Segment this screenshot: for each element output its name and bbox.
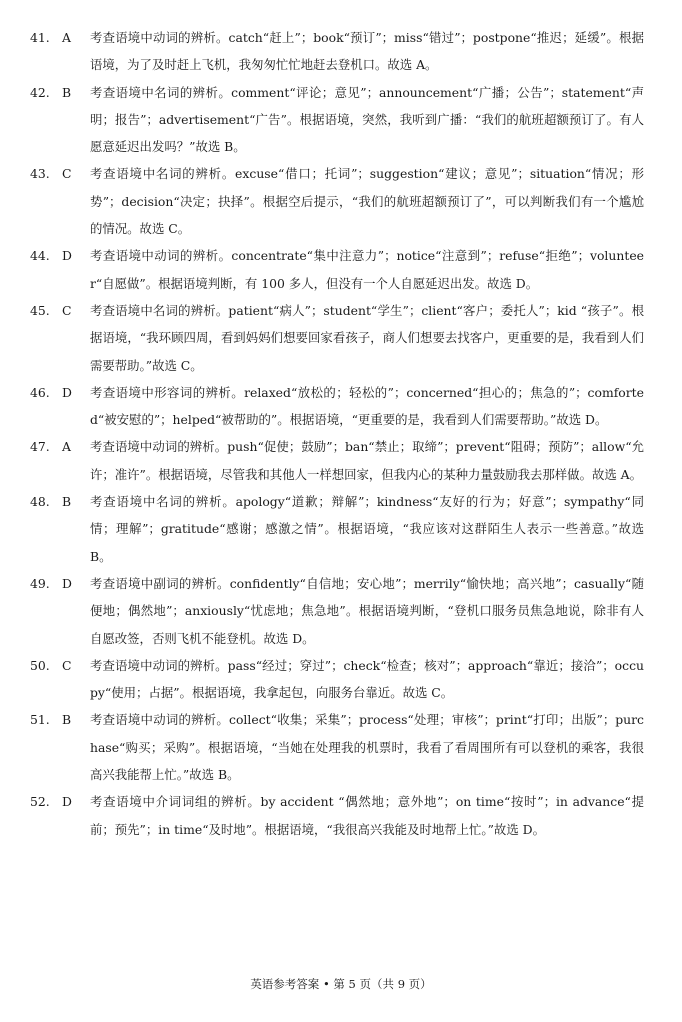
explanation-text: 考查语境中名词的辨析。comment“评论；意见”；announcement“广播；公告”；statement“声明；报告”；advertisement“广告”。根据语境，突然，我听到广播：“我们的航班超额预订了。有人愿意延迟出发吗？”故选 B。: [90, 84, 644, 155]
answer-letter: D: [62, 575, 72, 591]
question-number: 46.: [30, 384, 50, 400]
answer-letter: B: [62, 84, 72, 100]
page-footer: 英语参考答案 • 第 5 页（共 9 页）: [250, 977, 432, 991]
answer-entry: [20, 652, 644, 707]
explanation-text: 考查语境中形容词的辨析。relaxed“放松的；轻松的”；concerned“担心的；焦急的”；comforted“被安慰的”；helped“被帮助的”。根据语境，“更重要的是，我看到人们需要帮助。”故选 D。: [90, 384, 644, 428]
question-number: 42.: [30, 84, 50, 100]
question-number: 51.: [30, 712, 50, 728]
question-number: 48.: [30, 494, 50, 510]
question-number: 50.: [30, 657, 50, 673]
answer-letter: C: [62, 166, 72, 182]
answer-entry: [20, 160, 644, 242]
explanation-text: 考查语境中副词的辨析。confidently“自信地；安心地”；merrily“愉快地；高兴地”；casually“随便地；偶然地”；anxiously“忧虑地；焦急地”。根据语境判断，“登机口服务员焦急地说，除非有人自愿改签，否则飞机不能登机。故选 D。: [90, 575, 644, 646]
answer-entry: [20, 433, 644, 488]
question-number: 52.: [30, 794, 50, 810]
answer-letter: D: [62, 248, 72, 264]
answer-list: [20, 24, 644, 843]
explanation-text: 考查语境中动词的辨析。pass“经过；穿过”；check“检查；核对”；approach“靠近；接洽”；occupy“使用；占据”。根据语境，我拿起包，向服务台靠近。故选 C。: [90, 657, 644, 701]
answer-letter: B: [62, 712, 72, 728]
explanation-text: 考查语境中动词的辨析。catch“赶上”；book“预订”；miss“错过”；postpone“推迟；延缓”。根据语境，为了及时赶上飞机，我匆匆忙忙地赶去登机口。故选 A。: [90, 30, 644, 73]
answer-entry: [20, 24, 644, 79]
explanation-text: 考查语境中名词的辨析。apology“道歉；辩解”；kindness“友好的行为；好意”；sympathy“同情；理解”；gratitude“感谢；感激之情”。根据语境，“我应该对这群陌生人表示一些善意。”故选 B。: [90, 494, 644, 564]
explanation-text: 考查语境中介词词组的辨析。by accident “偶然地；意外地”；on time“按时”；in advance“提前；预先”；in time“及时地”。根据语境，“我很高兴我能及时地帮上忙。”故选 D。: [90, 794, 644, 837]
question-number: 47.: [30, 439, 50, 455]
question-number: 44.: [30, 248, 50, 264]
answer-letter: C: [62, 302, 72, 318]
answer-entry: [20, 79, 644, 161]
answer-letter: D: [62, 794, 72, 810]
answer-entry: [20, 297, 644, 379]
answer-letter: D: [62, 384, 72, 400]
question-number: 41.: [30, 30, 50, 45]
answer-entry: [20, 379, 644, 434]
explanation-text: 考查语境中动词的辨析。push“促使；鼓励”；ban“禁止；取缔”；prevent“阻碍；预防”；allow“允许；准许”。根据语境，尽管我和其他人一样想回家，但我内心的某种力量鼓励我去那样做。故选 A。: [90, 439, 644, 482]
answer-entry: [20, 706, 644, 788]
answer-entry: [20, 570, 644, 652]
question-number: 49.: [30, 575, 50, 591]
answer-entry: [20, 242, 644, 297]
explanation-text: 考查语境中名词的辨析。patient“病人”；student“学生”；client“客户；委托人”；kid “孩子”。根据语境，“我环顾四周，看到妈妈们想要回家看孩子，商人们想要去找客户，更重要的是，我看到人们需要帮助。”故选 C。: [90, 302, 644, 373]
answer-entry: [20, 788, 644, 843]
answer-letter: B: [62, 494, 72, 510]
answer-letter: C: [62, 657, 72, 673]
explanation-text: 考查语境中动词的辨析。concentrate“集中注意力”；notice“注意到”；refuse“拒绝”；volunteer“自愿做”。根据语境判断，有 100 多人，但没有一个人自愿延迟出发。故选 D。: [90, 248, 644, 291]
answer-entry: [20, 488, 644, 570]
answer-letter: A: [62, 30, 71, 45]
answer-letter: A: [62, 439, 71, 455]
explanation-text: 考查语境中动词的辨析。collect“收集；采集”；process“处理；审核”；print“打印；出版”；purchase“购买；采购”。根据语境，“当她在处理我的机票时，我看了看周围所有可以登机的乘客，我很高兴我能帮上忙。”故选 B。: [90, 712, 644, 783]
question-number: 43.: [30, 166, 50, 182]
explanation-text: 考查语境中名词的辨析。excuse“借口；托词”；suggestion“建议；意见”；situation“情况；形势”；decision“决定；抉择”。根据空后提示，“我们的航班超额预订了”，可以判断我们有一个尴尬的情况。故选 C。: [90, 166, 644, 237]
question-number: 45.: [30, 302, 50, 318]
